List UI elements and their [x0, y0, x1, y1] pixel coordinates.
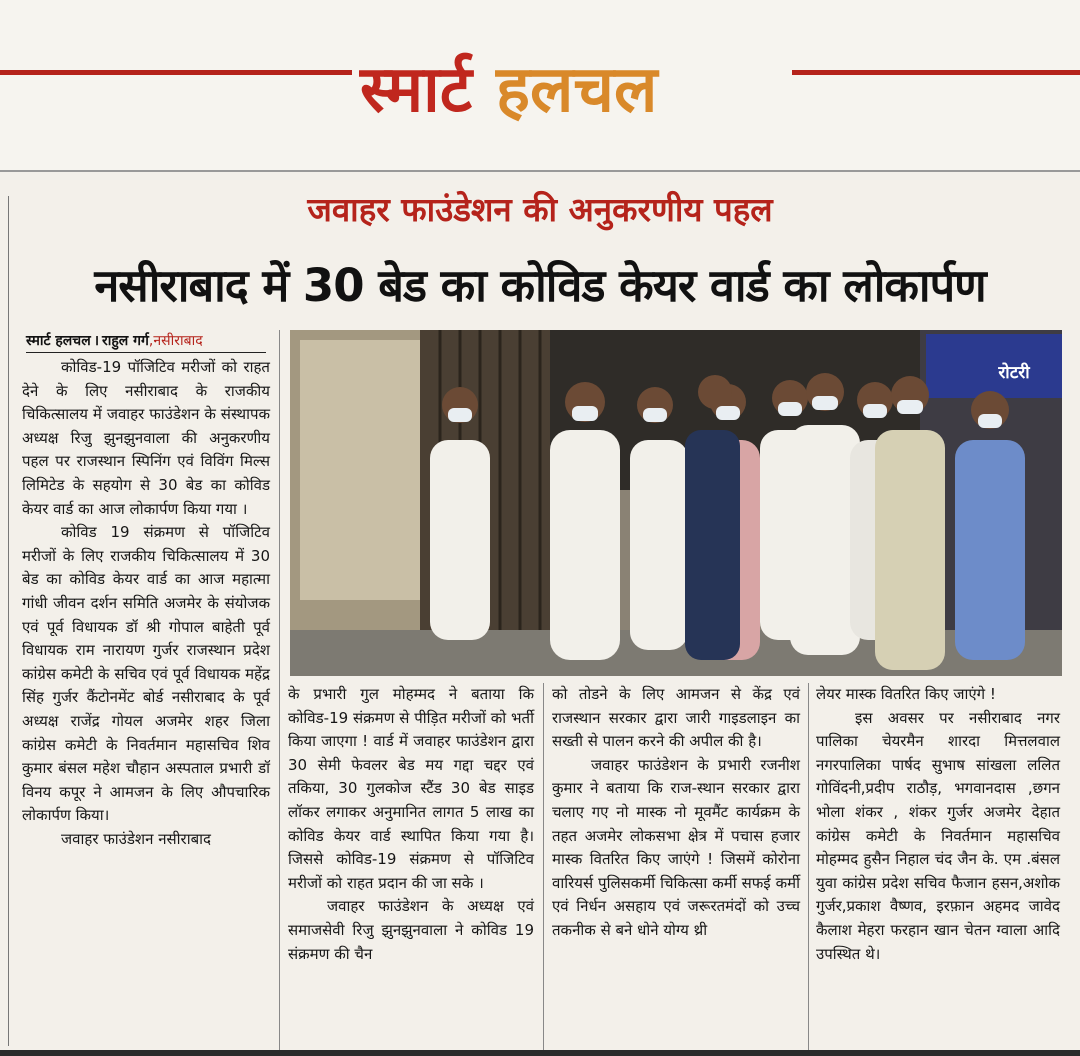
byline-paper: स्मार्ट हलचल [26, 333, 91, 349]
headline: नसीराबाद में 30 बेड का कोविड केयर वार्ड का लोकार्पण [94, 259, 986, 312]
newspaper-logo [360, 40, 790, 140]
paragraph: कोविड-19 पॉजिटिव मरीजों को राहत देने के लिए नसीराबाद के राजकीय चिकित्सालय में जवाहर फाउंडेशन के संस्थापक अध्यक्ष रिजु झुनझुनवाला की अनुकरणीय पहल पर राजस्थान स्पिनिंग एवं विविंग मिल्स लिमिटेड के सहयोग से 30 बेड का कोविड केयर वार्ड का आज लोकार्पण किया गया । [22, 358, 270, 518]
logo-word-halchal: हलचल [496, 52, 658, 127]
group-photo-illustration [290, 330, 1062, 676]
paragraph: को तोडने के लिए आमजन से केंद्र एवं राजस्थान सरकार द्वारा जारी गाइडलाइन का सख्ती से पालन करने की अपील की है। [552, 685, 800, 751]
column-divider [279, 330, 280, 1050]
photo-banner-text: रोटरी [998, 363, 1030, 383]
article-column-4 [816, 683, 1060, 1053]
masthead-divider [0, 170, 1080, 172]
paragraph: लेयर मास्क वितरित किए जाएंगे ! [816, 685, 996, 703]
column-divider [808, 683, 809, 1050]
byline-author: राहुल गर्ग [102, 333, 149, 349]
paragraph: जवाहर फाउंडेशन नसीराबाद [61, 829, 211, 848]
subheadline: जवाहर फाउंडेशन की अनुकरणीय पहल [307, 190, 773, 229]
column-divider [543, 683, 544, 1050]
masthead [0, 0, 1080, 170]
masthead-rule-right [792, 70, 1080, 75]
article-column-1 [22, 356, 270, 1056]
paragraph: के प्रभारी गुल मोहम्मद ने बताया कि कोविड-19 संक्रमण से पीड़ित मरीजों को भर्ती किया जाएगा ! वार्ड में जवाहर फाउंडेशन द्वारा 30 सेमी फेवलर बेड मय गद्दा चद्दर एवं तकिया, 30 गुलकोज स्टैंड 30 बेड साइड लॉकर लगाकर अनुमानित लागत 5 लाख का कोविड केयर वार्ड स्थापित किया गया है। जिससे कोविड-19 संक्रमण से पॉजिटिव मरीजों को राहत प्रदान की जा सके । [288, 685, 534, 892]
page-left-border [8, 196, 9, 1046]
paragraph: इस अवसर पर नसीराबाद नगर पालिका चेयरमैन शारदा मित्तलवाल नगरपालिका पार्षद सुभाष सांखला ललित गोविंदनी,प्रदीप राठौड़, भगवानदास ,छगन भोला शंकर , शंकर गुर्जर अजमेर देहात कांग्रेस कमेटी के निवर्तमान महासचिव मोहम्मद हुसैन निहाल चंद जैन के. एम .बंसल युवा कांग्रेस प्रदेश सचिव फैजान हसन,अशोक गुर्जर,प्रकाश वैष्णव, इरफ़ान अहमद जावेद कैलाश मेहरा फरहान खान चेतन ग्वाला आदि उपस्थित थे। [816, 708, 1060, 963]
article-column-3 [552, 683, 800, 1053]
logo-word-smart: स्मार्ट [360, 52, 472, 127]
photo-banner [926, 334, 1062, 398]
paragraph: जवाहर फाउंडेशन के अध्यक्ष एवं समाजसेवी रिजु झुनझुनवाला ने कोविड 19 संक्रमण की चैन [288, 897, 534, 963]
page-bottom-border [0, 1050, 1080, 1056]
masthead-rule-left [0, 70, 352, 75]
paragraph: जवाहर फाउंडेशन के प्रभारी रजनीश कुमार ने बताया कि राज-स्थान सरकार द्वारा चलाए गए नो मास्क नो मूवमैंट कार्यक्रम के तहत अजमेर लोकसभा क्षेत्र में पचास हजार मास्क वितरित किए जाएंगे ! जिसमें कोरोना वारियर्स पुलिसकर्मी चिकित्सा कर्मी सफई कर्मी एवं निर्धन असहाय एवं जरूरतमंदों को उच्च तकनीक से बने धोने योग्य थ्री [552, 755, 800, 939]
news-photo [290, 330, 1062, 676]
byline-place: ,नसीराबाद [148, 333, 203, 349]
byline: स्मार्ट हलचल । राहुल गर्ग,नसीराबाद [26, 330, 266, 353]
paragraph: कोविड 19 संक्रमण से पॉजिटिव मरीजों के लिए राजकीय चिकित्सालय में 30 बेड का कोविड केयर वार्ड का आज महात्मा गांधी जीवन दर्शन समिति अजमेर के संयोजक एवं पूर्व विधायक डॉ श्री गोपाल बाहेती पूर्व विधायक राम नारायण गुर्जर राजस्थान प्रदेश कांग्रेस कमेटी के सचिव एवं पूर्व विधायक महेंद्र सिंह गुर्जर कैंटोनमेंट बोर्ड नसीराबाद के पूर्व अध्यक्ष राजेंद्र गोयल अजमेर शहर जिला कांग्रेस कमेटी के निवर्तमान महासचिव शिव कुमार बंसल महेश चौहान अस्पताल प्रभारी डॉ विनय कपूर ने आमजन के लिए औपचारिक लोकार्पण किया। [22, 523, 270, 825]
article-column-2 [288, 683, 534, 1053]
